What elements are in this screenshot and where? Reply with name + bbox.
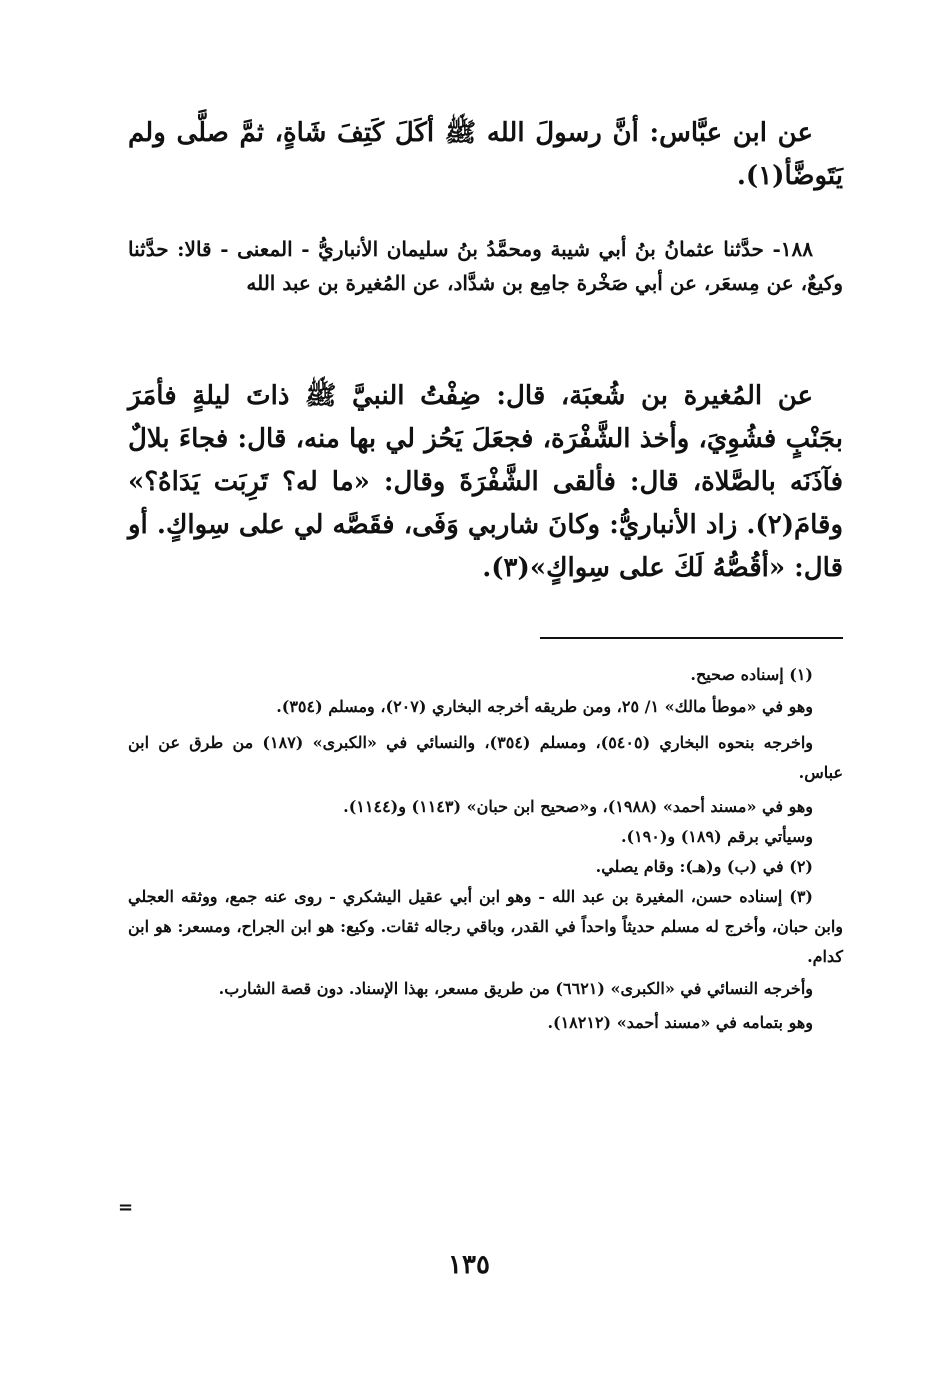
- footnote-2: (٢) في (ب) و(هـ): وقام يصلي.: [595, 857, 813, 876]
- footnote-1-note-d: وسيأتي برقم (١٨٩) و(١٩٠).: [620, 827, 813, 846]
- page-number: ١٣٥: [448, 1250, 490, 1280]
- footnote-1: (١) إسناده صحيح.: [690, 665, 813, 684]
- hadith-text-continued: [128, 112, 843, 198]
- footnotes: [128, 660, 843, 1038]
- paragraph-1: عن ابن عبَّاس: أنَّ رسولَ الله ﷺ أكَلَ كَتِفَ شَاةٍ، ثمَّ صلَّى ولم يَتَوضَّأ(١).: [128, 118, 843, 191]
- footnote-3-note-b: وهو بتمامه في «مسند أحمد» (١٨٢١٢).: [547, 1013, 813, 1032]
- footnote-3: (٣) إسناده حسن، المغيرة بن عبد الله - وهو ابن أبي عقيل اليشكري - روى عنه جمع، ووثقه العجلي وابن حبان، وأخرج له مسلم حديثاً واحداً في القدر، وباقي رجاله ثقات. وكيع: هو ابن الجراح، ومسعر: هو ابن كدام.: [128, 887, 843, 966]
- paragraph-188-isnad: ١٨٨- حدَّثنا عثمانُ بنُ أبي شيبة ومحمَّدُ بنُ سليمان الأنباريُّ - المعنى - قالا: حدَّثنا وكيعٌ، عن مِسعَر، عن أبي صَخْرة جامِع بن شدَّاد، عن المُغيرة بن عبد الله: [128, 237, 843, 295]
- footnote-separator: [540, 637, 843, 639]
- footnote-1-note-a: وهو في «موطأ مالك» ١/ ٢٥، ومن طريقه أخرجه البخاري (٢٠٧)، ومسلم (٣٥٤).: [276, 697, 813, 716]
- isnad-chain: [128, 232, 843, 300]
- footnote-1-note-b: واخرجه بنحوه البخاري (٥٤٠٥)، ومسلم (٣٥٤)، والنسائي في «الكبرى» (١٨٧) من طرق عن ابن عباس.: [128, 733, 843, 782]
- footnote-1-note-c: وهو في «مسند أحمد» (١٩٨٨)، و«صحيح ابن حبان» (١١٤٣) و(١١٤٤).: [343, 797, 813, 816]
- footnote-3-note-a: وأخرجه النسائي في «الكبرى» (٦٦٢١) من طريق مسعر، بهذا الإسناد. دون قصة الشارب.: [218, 979, 813, 998]
- continuation-mark: =: [118, 1197, 134, 1218]
- hadith-text: [128, 375, 843, 590]
- paragraph-188-matn: عن المُغيرة بن شُعبَة، قال: ضِفْتُ النبيَّ ﷺ ذاتَ ليلةٍ فأمَرَ بجَنْبٍ فشُوِيَ، وأخذ الشَّفْرَة، فجعَلَ يَحُز لي بها منه، قال: فجاءَ بلالٌ فآذَنَه بالصَّلاة، قال: فألقى الشَّفْرَةَ وقال: «ما له؟ تَرِبَت يَدَاهُ؟» وقامَ(٢). زاد الأنباريُّ: وكانَ شاربي وَفَى، فقَصَّه لي على سِواكٍ. أو قال: «أقُصُّهُ لَكَ على سِواكٍ»(٣).: [128, 381, 843, 583]
